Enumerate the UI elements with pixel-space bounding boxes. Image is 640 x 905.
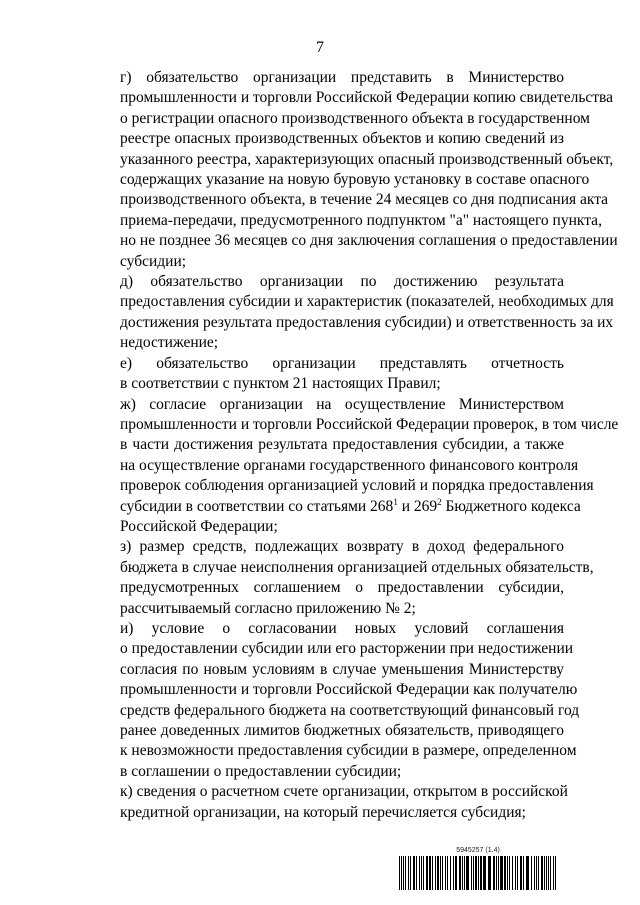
document-barcode (399, 847, 557, 893)
paragraph-i (76, 619, 580, 782)
text-line: недостижение; (120, 334, 219, 352)
text-line: о регистрации опасного производственного объекта в государственном (120, 109, 590, 127)
footnote-superscript: 2 (437, 496, 442, 507)
text-line-with-footnotes (76, 496, 581, 517)
text-line: содержащих указание на новую буровую установку в составе опасного (120, 171, 590, 189)
text-segment: Бюджетного кодекса (441, 497, 581, 515)
text-line: промышленности и торговли Российской Федерации копию свидетельства (120, 89, 614, 107)
text-line: рассчитываемый согласно приложению № 2; (120, 599, 416, 617)
text-line: о предоставлении субсидии или его расторжении при недостижении (120, 640, 574, 658)
barcode-id-text: 5945257 (1.4) (456, 847, 500, 854)
text-line: бюджета в случае неисполнения организацией отдельных обязательств, (120, 558, 594, 576)
text-line: но не позднее 36 месяцев со дня заключения соглашения о предоставлении (120, 232, 618, 250)
document-body (76, 68, 619, 823)
text-line: в соответствии с пунктом 21 настоящих Правил; (120, 375, 441, 393)
text-line: согласия по новым условиям в случае уменьшения Министерству (120, 660, 564, 678)
footnote-superscript: 1 (393, 496, 398, 507)
text-line: к) сведения о расчетном счете организации, открытом в российской (120, 783, 568, 801)
text-line: в соглашении о предоставлении субсидии; (120, 762, 402, 780)
page-number: 7 (316, 39, 324, 56)
text-segment: субсидии в соответствии со статьями 268 (120, 497, 394, 515)
text-line: проверок соблюдения организацией условий и порядка предоставления (120, 477, 594, 495)
text-line: з) размер средств, подлежащих возврату в доход федерального (120, 538, 564, 556)
text-line: промышленности и торговли Российской Федерации как получателю (120, 681, 578, 699)
text-segment: и 269 (397, 497, 438, 515)
text-line: Российской Федерации; (120, 517, 278, 535)
paragraph-e (76, 354, 564, 395)
text-line: г) обязательство организации представить в Министерство (120, 69, 564, 86)
text-line: указанного реестра, характеризующих опасный производственный объект, (120, 150, 614, 168)
paragraph-g (76, 68, 618, 272)
text-line: производственного объекта, в течение 24 месяцев со дня подписания акта (120, 191, 609, 209)
text-line: достижения результата предоставления субсидии) и ответственность за их (120, 313, 614, 331)
text-line: предусмотренных соглашением о предоставлении субсидии, (120, 579, 564, 597)
text-line: к невозможности предоставления субсидии в размере, определенном (120, 742, 577, 760)
text-line: в части достижения результата предоставления субсидии, а также (120, 436, 564, 454)
text-line: кредитной организации, на который перечисляется субсидия; (120, 803, 526, 821)
paragraph-d (76, 272, 614, 354)
text-line: и) условие о согласовании новых условий соглашения (120, 619, 564, 637)
paragraph-zh (76, 395, 619, 538)
text-line: предоставления субсидии и характеристик (показателей, необходимых для (120, 293, 614, 311)
text-line: реестре опасных производственных объектов и копию сведений из (120, 130, 564, 148)
barcode-icon (399, 856, 557, 890)
paragraph-z (76, 537, 594, 619)
text-line: субсидии; (120, 252, 187, 270)
text-line: д) обязательство организации по достижению результата (120, 273, 564, 291)
text-line: ранее доведенных лимитов бюджетных обязательств, приводящего (120, 722, 564, 739)
text-line: приема-передачи, предусмотренного подпунктом "а" настоящего пункта, (120, 211, 602, 229)
text-line: средств федерального бюджета на соответствующий финансовый год (120, 701, 580, 719)
text-line: промышленности и торговли Российской Федерации проверок, в том числе (120, 415, 619, 433)
text-line: на осуществление органами государственного финансового контроля (120, 456, 579, 474)
text-line: ж) согласие организации на осуществление Министерством (120, 395, 564, 413)
text-line: е) обязательство организации представлять отчетность (120, 354, 564, 372)
paragraph-k (76, 782, 568, 823)
